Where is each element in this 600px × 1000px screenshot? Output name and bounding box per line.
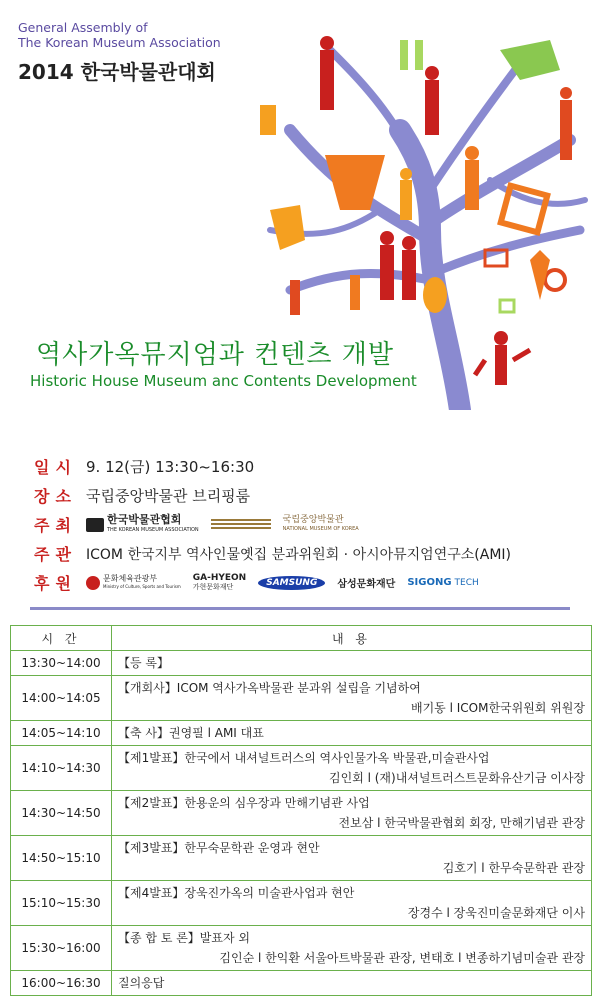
- gahyeon-logo-ko: 가현문화재단: [192, 582, 234, 591]
- row-line1: 【제2발표】한용운의 심우장과 만해기념관 사업: [118, 796, 370, 810]
- row-time: 14:10~14:30: [11, 746, 112, 791]
- section-divider: [30, 607, 570, 610]
- row-line1: 【등 록】: [118, 656, 169, 670]
- row-line2: 장경수 l 장욱진미술문화재단 이사: [407, 906, 585, 920]
- kma-logo: [86, 512, 199, 535]
- mcst-logo: [86, 575, 181, 591]
- table-row: [11, 676, 592, 721]
- table-row: [11, 651, 592, 676]
- row-time: 15:30~16:00: [11, 926, 112, 971]
- row-line2: 배기동 l ICOM한국위원회 위원장: [410, 701, 585, 715]
- row-line2: 전보삼 l 한국박물관협회 회장, 만해기념관 관장: [338, 816, 585, 830]
- row-content: [112, 836, 592, 881]
- venue-label: 장소: [34, 487, 77, 506]
- table-row: [11, 791, 592, 836]
- row-line1: 질의응답: [118, 976, 165, 990]
- table-row: [11, 836, 592, 881]
- mcst-logo-en: Ministry of Culture, Sports and Tourism: [103, 583, 181, 589]
- tech-logo-text: TECH: [454, 577, 479, 588]
- venue-row: [34, 481, 594, 510]
- col-content-header: 내 용: [112, 626, 592, 651]
- date-row: [34, 452, 594, 481]
- table-row: [11, 926, 592, 971]
- kma-logo-icon: [86, 518, 104, 532]
- row-line1: 【제3발표】한무숙문학관 운영과 현안: [118, 841, 320, 855]
- header-title: [18, 56, 216, 85]
- event-info: [34, 452, 594, 597]
- row-time: 14:05~14:10: [11, 721, 112, 746]
- row-time: 16:00~16:30: [11, 971, 112, 996]
- row-content: [112, 676, 592, 721]
- sigong-logo-text: SIGONG: [407, 577, 452, 588]
- table-row: [11, 881, 592, 926]
- sponsor-logos: [86, 574, 479, 592]
- sponsor-row: [34, 568, 594, 597]
- row-content: [112, 651, 592, 676]
- nmk-logo-ko: 국립중앙박물관: [282, 514, 344, 525]
- row-line2: 김호기 l 한무숙문학관 관장: [442, 861, 585, 875]
- host-label: 주최: [34, 516, 77, 535]
- samsung-foundation-logo: 삼성문화재단: [337, 579, 396, 590]
- sponsor-label: 후원: [34, 574, 77, 593]
- event-title-en: Historic House Museum anc Contents Development: [30, 372, 417, 390]
- row-line1: 【제4발표】장욱진가옥의 미술관사업과 현안: [118, 886, 355, 900]
- table-row: [11, 721, 592, 746]
- row-time: 13:30~14:00: [11, 651, 112, 676]
- col-time-header: 시 간: [11, 626, 112, 651]
- row-time: 14:30~14:50: [11, 791, 112, 836]
- row-content: [112, 791, 592, 836]
- organizer-row: [34, 539, 594, 568]
- sigongtech-logo: [407, 577, 478, 588]
- row-line1: 【축 사】권영필 l AMI 대표: [118, 726, 264, 740]
- row-content: [112, 746, 592, 791]
- row-content: [112, 971, 592, 996]
- row-line1: 【제1발표】한국에서 내셔널트러스의 역사인물가옥 박물관,미술관사업: [118, 751, 490, 765]
- samsung-logo: SAMSUNG: [258, 576, 325, 590]
- host-row: [34, 510, 594, 539]
- org-en-line2: The Korean Museum Association: [18, 35, 221, 50]
- row-time: 15:10~15:30: [11, 881, 112, 926]
- organizer-label: 주관: [34, 545, 77, 564]
- organizer-value: ICOM 한국지부 역사인물옛집 분과위원회 · 아시아뮤지엄연구소(AMI): [86, 546, 511, 563]
- row-content: [112, 881, 592, 926]
- gahyeon-logo-en: GA-HYEON: [192, 572, 247, 583]
- event-title-ko: 역사가옥뮤지엄과 컨텐츠 개발: [36, 340, 395, 370]
- gahyeon-logo: [193, 574, 246, 592]
- date-label: 일시: [34, 458, 77, 477]
- row-line1: 【개회사】ICOM 역사가옥박물관 분과위 설립을 기념하여: [118, 681, 421, 695]
- mcst-logo-icon: [86, 576, 100, 590]
- venue-value: 국립중앙박물관 브리핑룸: [86, 487, 251, 505]
- date-value: 9. 12(금) 13:30~16:30: [86, 458, 255, 476]
- row-content: [112, 926, 592, 971]
- row-content: [112, 721, 592, 746]
- org-en-line1: General Assembly of: [18, 20, 148, 35]
- mcst-logo-ko: 문화체육관광부: [103, 573, 158, 583]
- header-org-en: [18, 20, 221, 50]
- header-title-ko: 한국박물관대회: [80, 60, 216, 84]
- nmk-logo-en: NATIONAL MUSEUM OF KOREA: [282, 525, 359, 532]
- tree-figures: [260, 36, 572, 385]
- host-logos: [86, 512, 359, 535]
- table-row: [11, 746, 592, 791]
- nmk-logo: [283, 516, 359, 534]
- row-line1: 【종 합 토 론】발표자 외: [118, 931, 250, 945]
- row-time: 14:00~14:05: [11, 676, 112, 721]
- row-line2: 김인회 l (재)내셔널트러스트문화유산기금 이사장: [329, 771, 585, 785]
- nmk-stripes-icon: [211, 519, 271, 531]
- schedule-table: [10, 625, 592, 996]
- row-line2: 김인순 l 한익환 서울아트박물관 관장, 변태호 l 변종하기념미술관 관장: [219, 951, 585, 965]
- kma-logo-en: THE KOREAN MUSEUM ASSOCIATION: [107, 526, 199, 533]
- kma-logo-ko: 한국박물관협회: [107, 512, 182, 526]
- row-time: 14:50~15:10: [11, 836, 112, 881]
- header-year: 2014: [18, 60, 74, 84]
- table-header-row: [11, 626, 592, 651]
- table-row: [11, 971, 592, 996]
